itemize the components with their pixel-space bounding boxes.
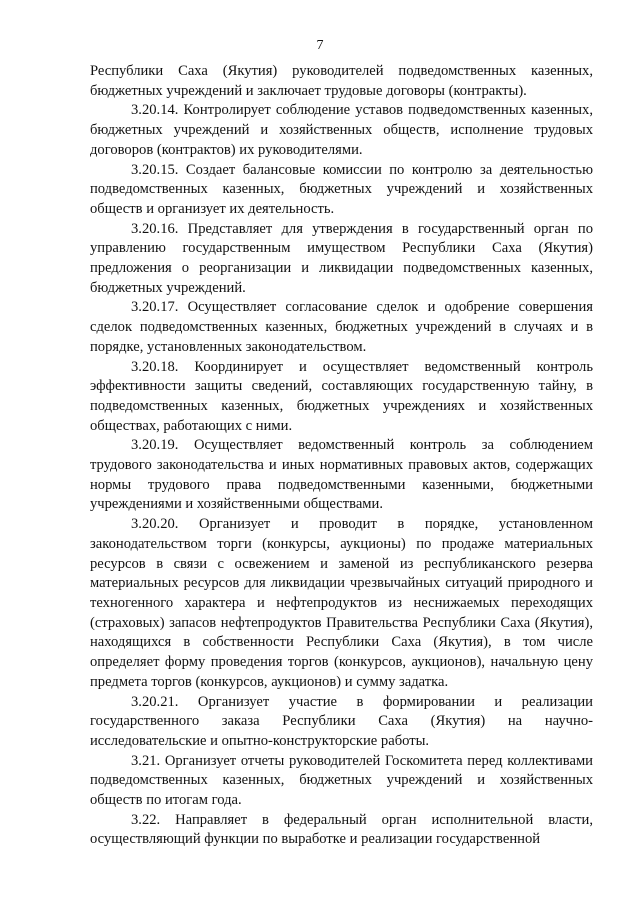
- paragraph-3-21: 3.21. Организует отчеты руководителей Госкомитета перед коллективами подведомственных казенных, бюджетных учреждений и хозяйственных обществ по итогам года.: [90, 752, 593, 809]
- paragraph-3-20-19: 3.20.19. Осуществляет ведомственный контроль за соблюдением трудового законодательства и иных нормативных правовых актов, содержащих нормы трудового права подведомственными казенными, бюджетными учреждениями и хозяйственными обществами.: [90, 437, 593, 513]
- paragraph-3-22: 3.22. Направляет в федеральный орган исполнительной власти, осуществляющий функции по выработке и реализации государственной: [90, 811, 593, 848]
- paragraph-3-20-14: 3.20.14. Контролирует соблюдение уставов подведомственных казенных, бюджетных учреждений и хозяйственных обществ, исполнение трудовых договоров (контрактов) их руководителями.: [90, 102, 593, 158]
- paragraph-3-20-21: 3.20.21. Организует участие в формировании и реализации государственного заказа Республики Саха (Якутия) на научно-исследовательские и опытно-конструкторские работы.: [90, 693, 593, 749]
- page-number: 7: [316, 38, 324, 53]
- paragraph-3-20-16: 3.20.16. Представляет для утверждения в государственный орган по управлению государственным имуществом Республики Саха (Якутия) предложения о реорганизации и ликвидации подведомственных казенных, бюджетных учреждений.: [90, 220, 593, 296]
- paragraph-continuation: Республики Саха (Якутия) руководителей подведомственных казенных, бюджетных учреждений и заключает трудовые договоры (контракты).: [90, 63, 593, 99]
- paragraph-3-20-18: 3.20.18. Координирует и осуществляет ведомственный контроль эффективности защиты сведений, составляющих государственную тайну, в подведомственных казенных, бюджетных учреждениях и хозяйственных обществах, работающих с ними.: [90, 358, 593, 434]
- document-body: [90, 62, 593, 850]
- paragraph-3-20-20: 3.20.20. Организует и проводит в порядке, установленном законодательством торги (конкурсы, аукционы) по продаже материальных ресурсов в связи с освежением и заменой из республиканского резерва материальных ресурсов для ликвидации чрезвычайных ситуаций природного и техногенного характера и нефтепродуктов из неснижаемых переходящих (страховых) запасов нефтепродуктов Правительства Республики Саха (Якутия), находящихся в собственности Республики Саха (Якутия), в том числе определяет форму проведения торгов (конкурсов, аукционов), начальную цену предмета торгов (конкурсов, аукционов) и сумму задатка.: [90, 516, 593, 690]
- paragraph-3-20-17: 3.20.17. Осуществляет согласование сделок и одобрение совершения сделок подведомственных казенных, бюджетных учреждений в случаях и в порядке, установленных законодательством.: [90, 299, 593, 355]
- paragraph-3-20-15: 3.20.15. Создает балансовые комиссии по контролю за деятельностью подведомственных казенных, бюджетных учреждений и хозяйственных обществ и организует их деятельность.: [90, 161, 593, 217]
